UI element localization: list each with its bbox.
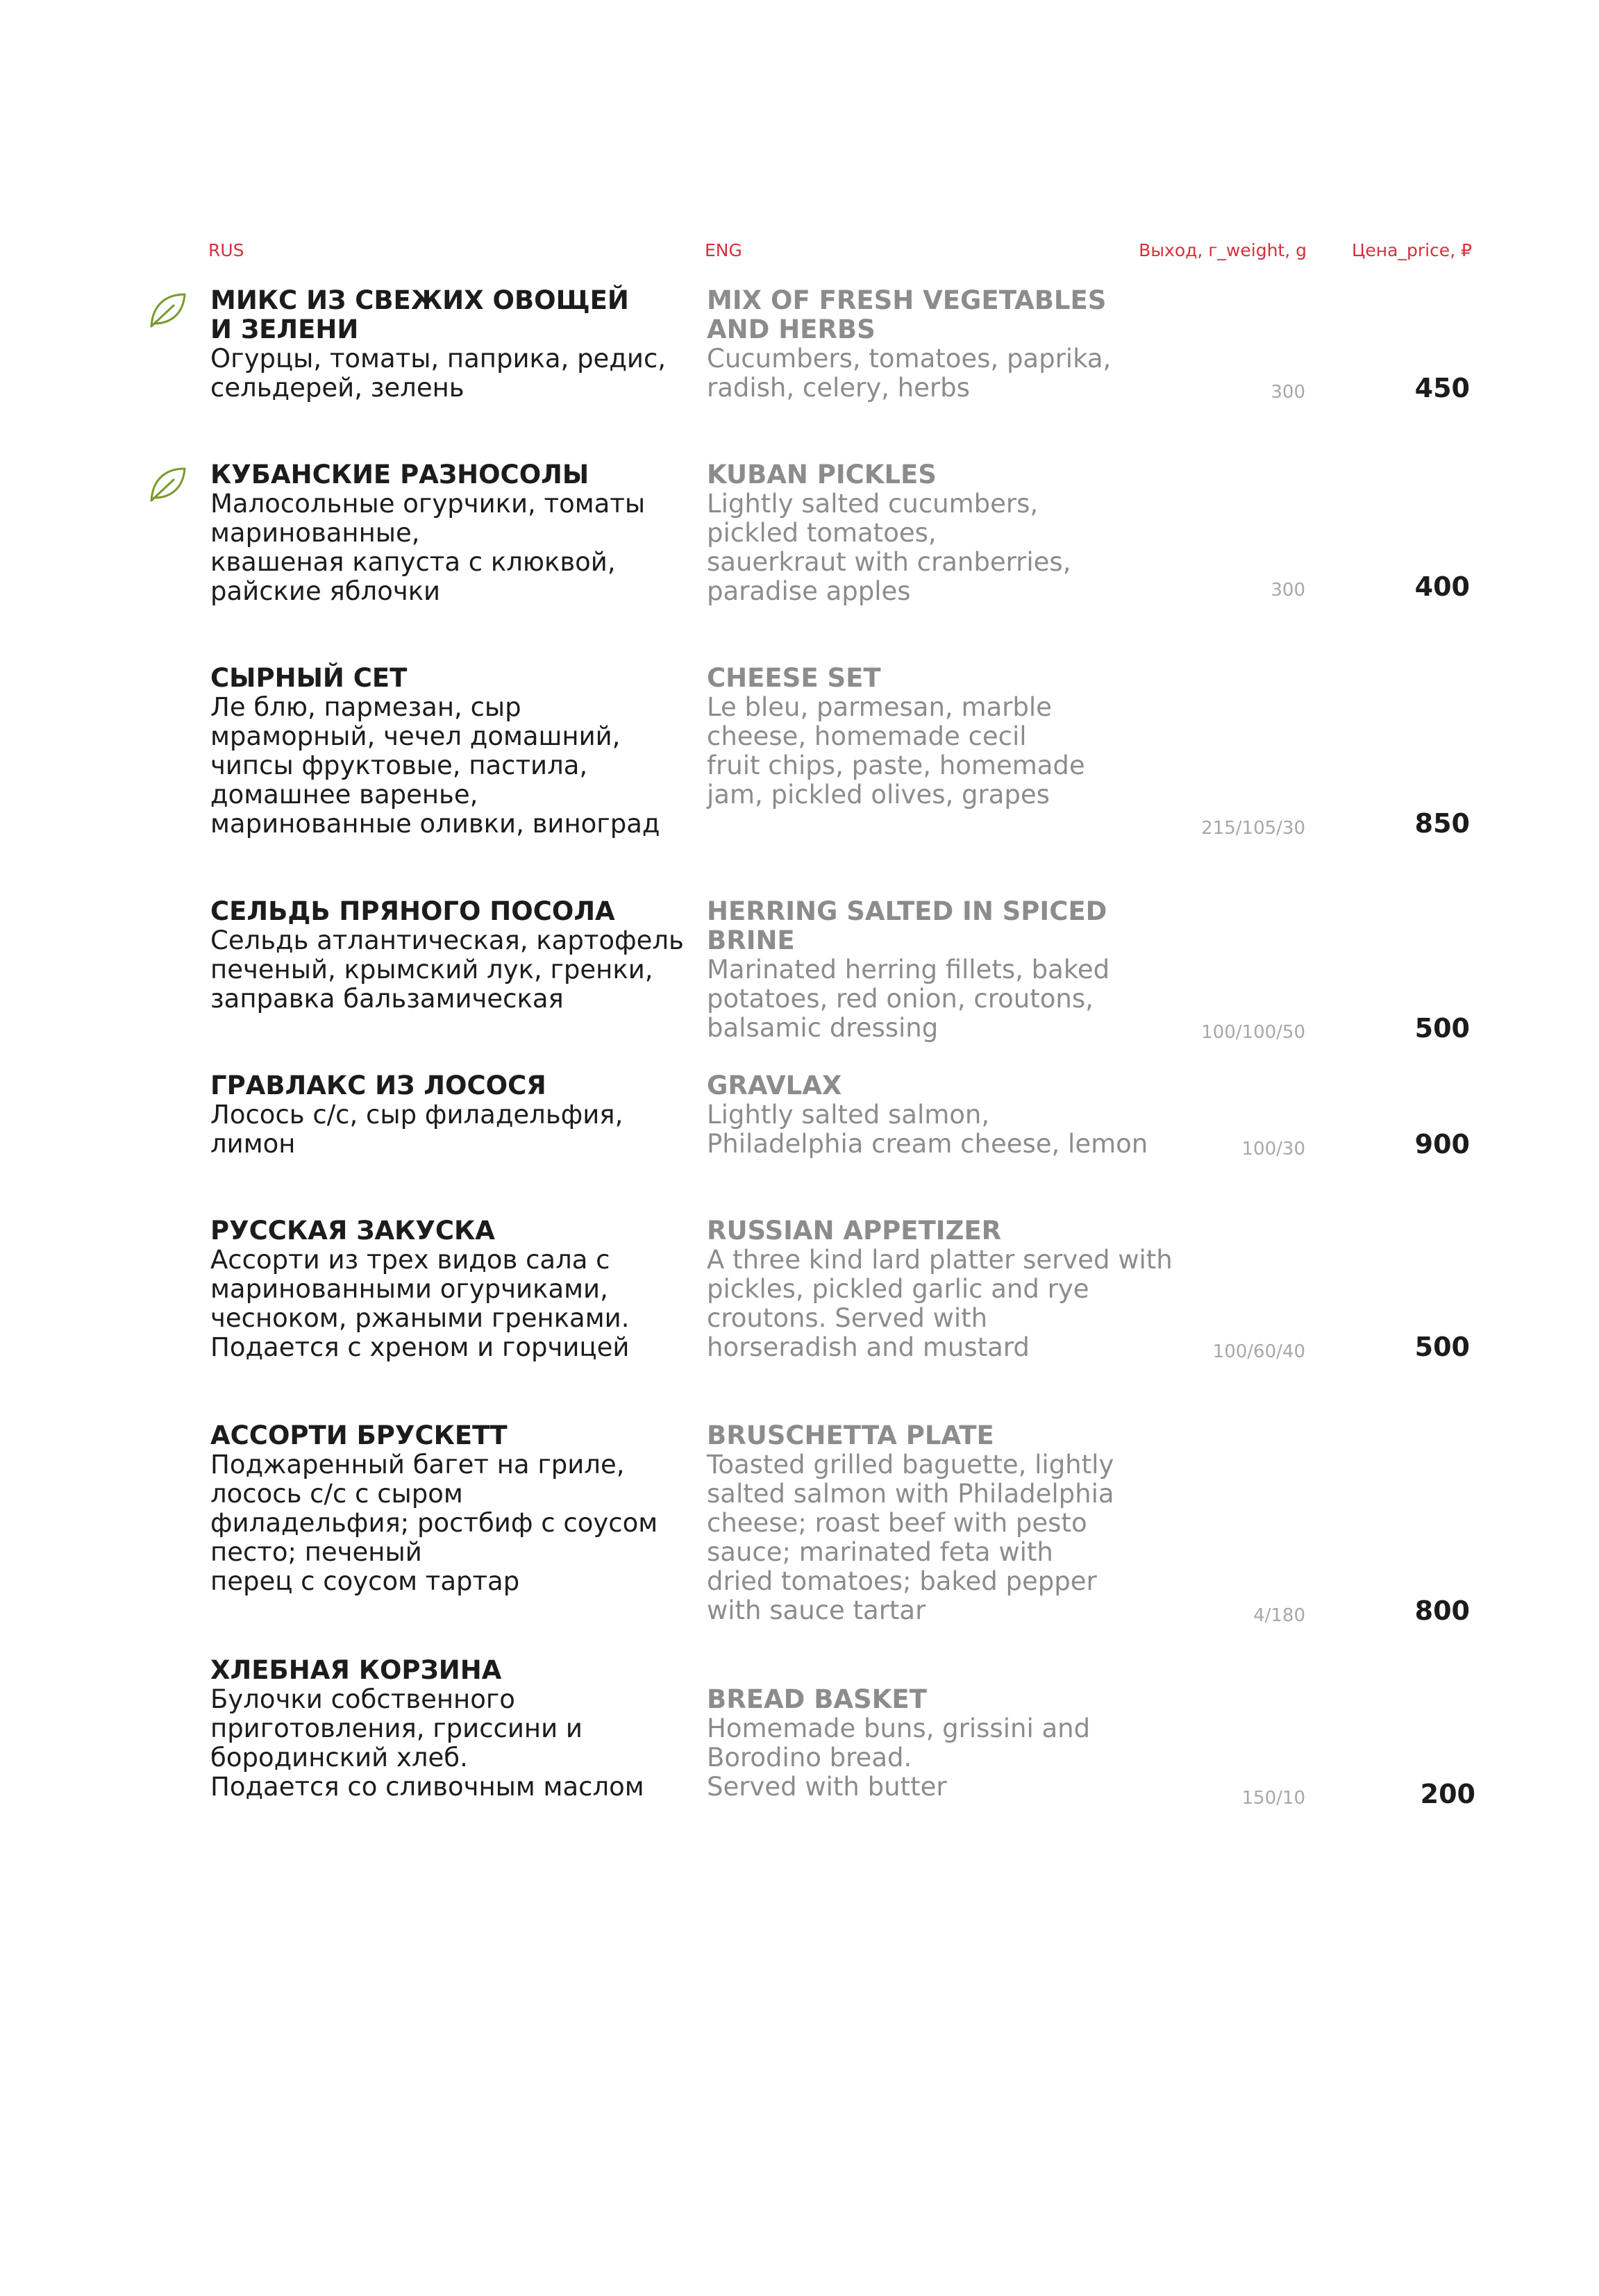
item-description-en: A three kind lard platter served with pickles, pickled garlic and rye croutons. Served with horseradish and mustard [707,1245,1173,1362]
item-description-ru: Лосось с/с, сыр филадельфия, лимон [210,1100,623,1159]
item-title-ru: КУБАНСКИЕ РАЗНОСОЛЫ [210,460,589,489]
item-price: 500 [1414,1013,1470,1044]
item-title-ru: ХЛЕБНАЯ КОРЗИНА [210,1655,502,1685]
item-title-ru: СЫРНЫЙ СЕТ [210,663,408,693]
item-description-ru: Малосольные огурчики, томаты маринованные, квашеная капуста с клюквой, райские яблочки [210,489,646,606]
item-weight: 100/30 [1241,1139,1305,1159]
item-price: 400 [1414,571,1470,602]
item-weight: 300 [1271,382,1305,403]
leaf-icon [146,463,189,506]
column-header-eng: ENG [705,240,742,260]
column-header-rus: RUS [208,240,244,260]
item-weight: 4/180 [1253,1605,1305,1626]
item-title-ru: СЕЛЬДЬ ПРЯНОГО ПОСОЛА [210,896,615,926]
item-description-ru: Огурцы, томаты, паприка, редис, сельдерей, зелень [210,344,667,403]
item-description-en: Lightly salted cucumbers, pickled tomatoes, sauerkraut with cranberries, paradise apples [707,489,1071,606]
item-description-ru: Поджаренный багет на гриле, лосось с/с с сыром филадельфия; ростбиф с соусом песто; печеный перец с соусом тартар [210,1450,658,1596]
item-weight: 215/105/30 [1201,818,1305,839]
item-price: 500 [1414,1332,1470,1362]
item-title-en: GRAVLAX [707,1071,842,1100]
item-title-en: RUSSIAN APPETIZER [707,1216,1002,1246]
item-description-en: Toasted grilled baguette, lightly salted salmon with Philadelphia cheese; roast beef with pesto sauce; marinated feta with dried tomatoes; baked pepper with sauce tartar [707,1450,1114,1625]
item-description-en: Marinated herring fillets, baked potatoes, red onion, croutons, balsamic dressing [707,955,1110,1043]
item-description-en: Le bleu, parmesan, marble cheese, homemade cecil fruit chips, paste, homemade jam, pickled olives, grapes [707,692,1085,810]
item-title-en: CHEESE SET [707,663,881,693]
item-title-en: KUBAN PICKLES [707,460,937,489]
leaf-icon [146,289,189,332]
item-weight: 300 [1271,580,1305,601]
item-title-en: BRUSCHETTA PLATE [707,1421,994,1450]
item-price: 850 [1414,808,1470,839]
item-title-ru: АССОРТИ БРУСКЕТТ [210,1421,508,1450]
item-title-ru: МИКС ИЗ СВЕЖИХ ОВОЩЕЙ И ЗЕЛЕНИ [210,285,629,344]
item-description-en: Homemade buns, grissini and Borodino bread. Served with butter [707,1713,1091,1802]
item-title-ru: ГРАВЛАКС ИЗ ЛОСОСЯ [210,1071,546,1100]
column-header-weight: Выход, г_weight, g [1139,240,1307,260]
item-description-en: Lightly salted salmon, Philadelphia cream cheese, lemon [707,1100,1148,1159]
item-description-ru: Булочки собственного приготовления, гриссини и бородинский хлеб. Подается со сливочным маслом [210,1684,644,1802]
item-weight: 150/10 [1241,1788,1305,1809]
item-title-ru: РУССКАЯ ЗАКУСКА [210,1216,495,1246]
item-price: 450 [1414,373,1470,403]
item-description-ru: Сельдь атлантическая, картофель печеный, крымский лук, гренки, заправка бальзамическая [210,925,684,1014]
item-title-en: MIX OF FRESH VEGETABLES AND HERBS [707,285,1107,344]
item-price: 200 [1420,1779,1475,1809]
item-description-ru: Ле блю, пармезан, сыр мраморный, чечел домашний, чипсы фруктовые, пастила, домашнее варенье, маринованные оливки, виноград [210,692,660,839]
item-description-en: Cucumbers, tomatoes, paprika, radish, celery, herbs [707,344,1112,403]
item-title-en: BREAD BASKET [707,1684,927,1714]
item-price: 900 [1414,1129,1470,1159]
item-title-en: HERRING SALTED IN SPICED BRINE [707,896,1107,955]
item-weight: 100/100/50 [1201,1022,1305,1043]
item-price: 800 [1414,1595,1470,1626]
item-description-ru: Ассорти из трех видов сала с маринованными огурчиками, чесноком, ржаными гренками. Подается с хреном и горчицей [210,1245,630,1362]
column-header-price: Цена_price, ₽ [1352,240,1472,260]
item-weight: 100/60/40 [1212,1341,1305,1362]
